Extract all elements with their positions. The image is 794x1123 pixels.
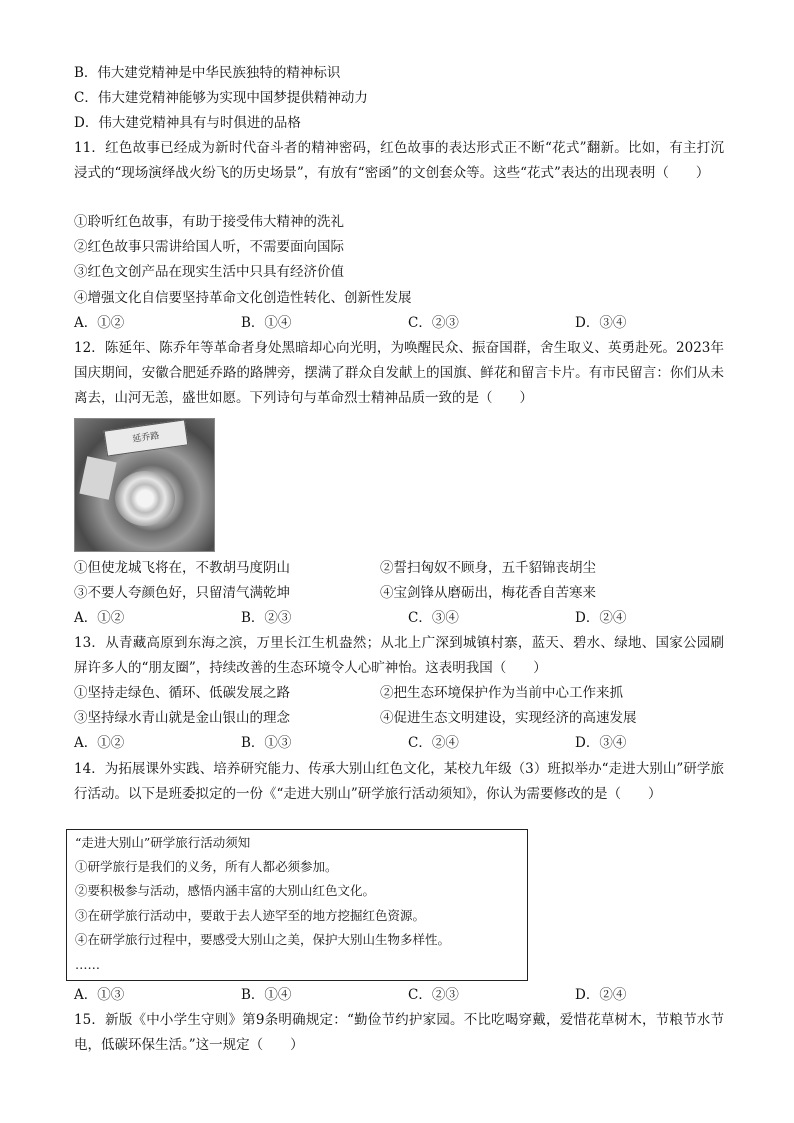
q14-choice-c: C．②③ <box>408 987 459 1003</box>
q11-item-3: ③红色文创产品在现实生活中只具有经济价值 <box>74 264 344 280</box>
q13-item-1: ①坚持走绿色、循环、低碳发展之路 <box>74 685 290 701</box>
message-card <box>79 456 116 499</box>
q13-choice-d: D．③④ <box>575 735 627 751</box>
q11-choice-d: D．③④ <box>575 315 627 331</box>
q14-choice-b: B．①④ <box>241 987 292 1003</box>
notice-item-2: ②要积极参与活动，感悟内涵丰富的大别山红色文化。 <box>75 883 376 898</box>
q14-choice-d: D．②④ <box>575 987 627 1003</box>
memorial-photo <box>74 418 215 552</box>
q12-choice-a: A．①② <box>74 610 125 626</box>
q13-choice-a: A．①② <box>74 735 125 751</box>
notice-item-4: ④在研学旅行过程中，要感受大别山之美，保护大别山生物多样性。 <box>75 932 451 947</box>
road-sign: 延乔路 <box>104 419 189 456</box>
option-c: C．伟大建党精神能够为实现中国梦提供精神动力 <box>74 90 368 106</box>
q13-item-2: ②把生态环境保护作为当前中心工作来抓 <box>380 685 623 701</box>
q12-stem: 12．陈延年、陈乔年等革命者身处黑暗却心向光明，为唤醒民众、振奋国群，舍生取义、英勇赴死。2023年国庆期间，安徽合肥延乔路的路牌旁，摆满了群众自发献上的国旗、鲜花和留言卡片。有市民留言：你们从未离去，山河无恙，盛世如愿。下列诗句与革命烈士精神品质一致的是（ ） <box>74 340 724 406</box>
q11-item-2: ②红色故事只需讲给国人听，不需要面向国际 <box>74 239 344 255</box>
option-d: D．伟大建党精神具有与时俱进的品格 <box>74 115 301 131</box>
notice-title: “走进大别山”研学旅行活动须知 <box>75 835 251 850</box>
q13-item-3: ③坚持绿水青山就是金山银山的理念 <box>74 710 290 726</box>
notice-item-1: ①研学旅行是我们的义务，所有人都必须参加。 <box>75 859 338 874</box>
option-b: B．伟大建党精神是中华民族独特的精神标识 <box>74 65 341 81</box>
q13-choice-b: B．①③ <box>241 735 292 751</box>
q12-choice-b: B．②③ <box>241 610 292 626</box>
q12-choice-d: D．②④ <box>575 610 627 626</box>
flower-wreath <box>115 471 175 526</box>
q12-choice-c: C．③④ <box>408 610 459 626</box>
q14-choice-a: A．①③ <box>74 987 125 1003</box>
q11-stem: 11．红色故事已经成为新时代奋斗者的精神密码，红色故事的表达形式正不断“花式”翻新。比如，有主打沉浸式的“现场演绎战火纷飞的历史场景”，有放有“密函”的文创套众等。这些“花式”表达的出现表明（ ） <box>74 140 724 181</box>
q11-item-4: ④增强文化自信要坚持革命文化创造性转化、创新性发展 <box>74 290 412 306</box>
q13-item-4: ④促进生态文明建设，实现经济的高速发展 <box>380 710 637 726</box>
q12-item-2: ②誓扫匈奴不顾身，五千貂锦丧胡尘 <box>380 560 596 576</box>
q12-item-1: ①但使龙城飞将在，不教胡马度阴山 <box>74 560 290 576</box>
q11-choice-c: C．②③ <box>408 315 459 331</box>
notice-item-3: ③在研学旅行活动中，要敢于去人迹罕至的地方挖掘红色资源。 <box>75 908 426 923</box>
q13-choice-c: C．②④ <box>408 735 459 751</box>
q15-stem: 15．新版《中小学生守则》第9条明确规定：“勤俭节约护家园。不比吃喝穿戴，爱惜花草树木，节粮节水节电，低碳环保生活。”这一规定（ ） <box>74 1012 724 1053</box>
q11-item-1: ①聆听红色故事，有助于接受伟大精神的洗礼 <box>74 214 344 230</box>
study-trip-notice-box <box>66 829 528 981</box>
q13-stem: 13．从青藏高原到东海之滨，万里长江生机盎然；从北上广深到城镇村寨，蓝天、碧水、绿地、国家公园刷屏许多人的“朋友圈”，持续改善的生态环境令人心旷神怡。这表明我国（ ） <box>74 635 724 676</box>
q12-item-3: ③不要人夸颜色好，只留清气满乾坤 <box>74 585 290 601</box>
q11-choice-b: B．①④ <box>241 315 292 331</box>
q11-choice-a: A．①② <box>74 315 125 331</box>
q12-item-4: ④宝剑锋从磨砺出，梅花香自苦寒来 <box>380 585 596 601</box>
q14-stem: 14．为拓展课外实践、培养研究能力、传承大别山红色文化，某校九年级（3）班拟举办“走进大别山”研学旅行活动。以下是班委拟定的一份《“走进大别山”研学旅行活动须知》，你认为需要修改的是（ ） <box>74 761 724 802</box>
notice-ellipsis: …… <box>75 957 100 972</box>
